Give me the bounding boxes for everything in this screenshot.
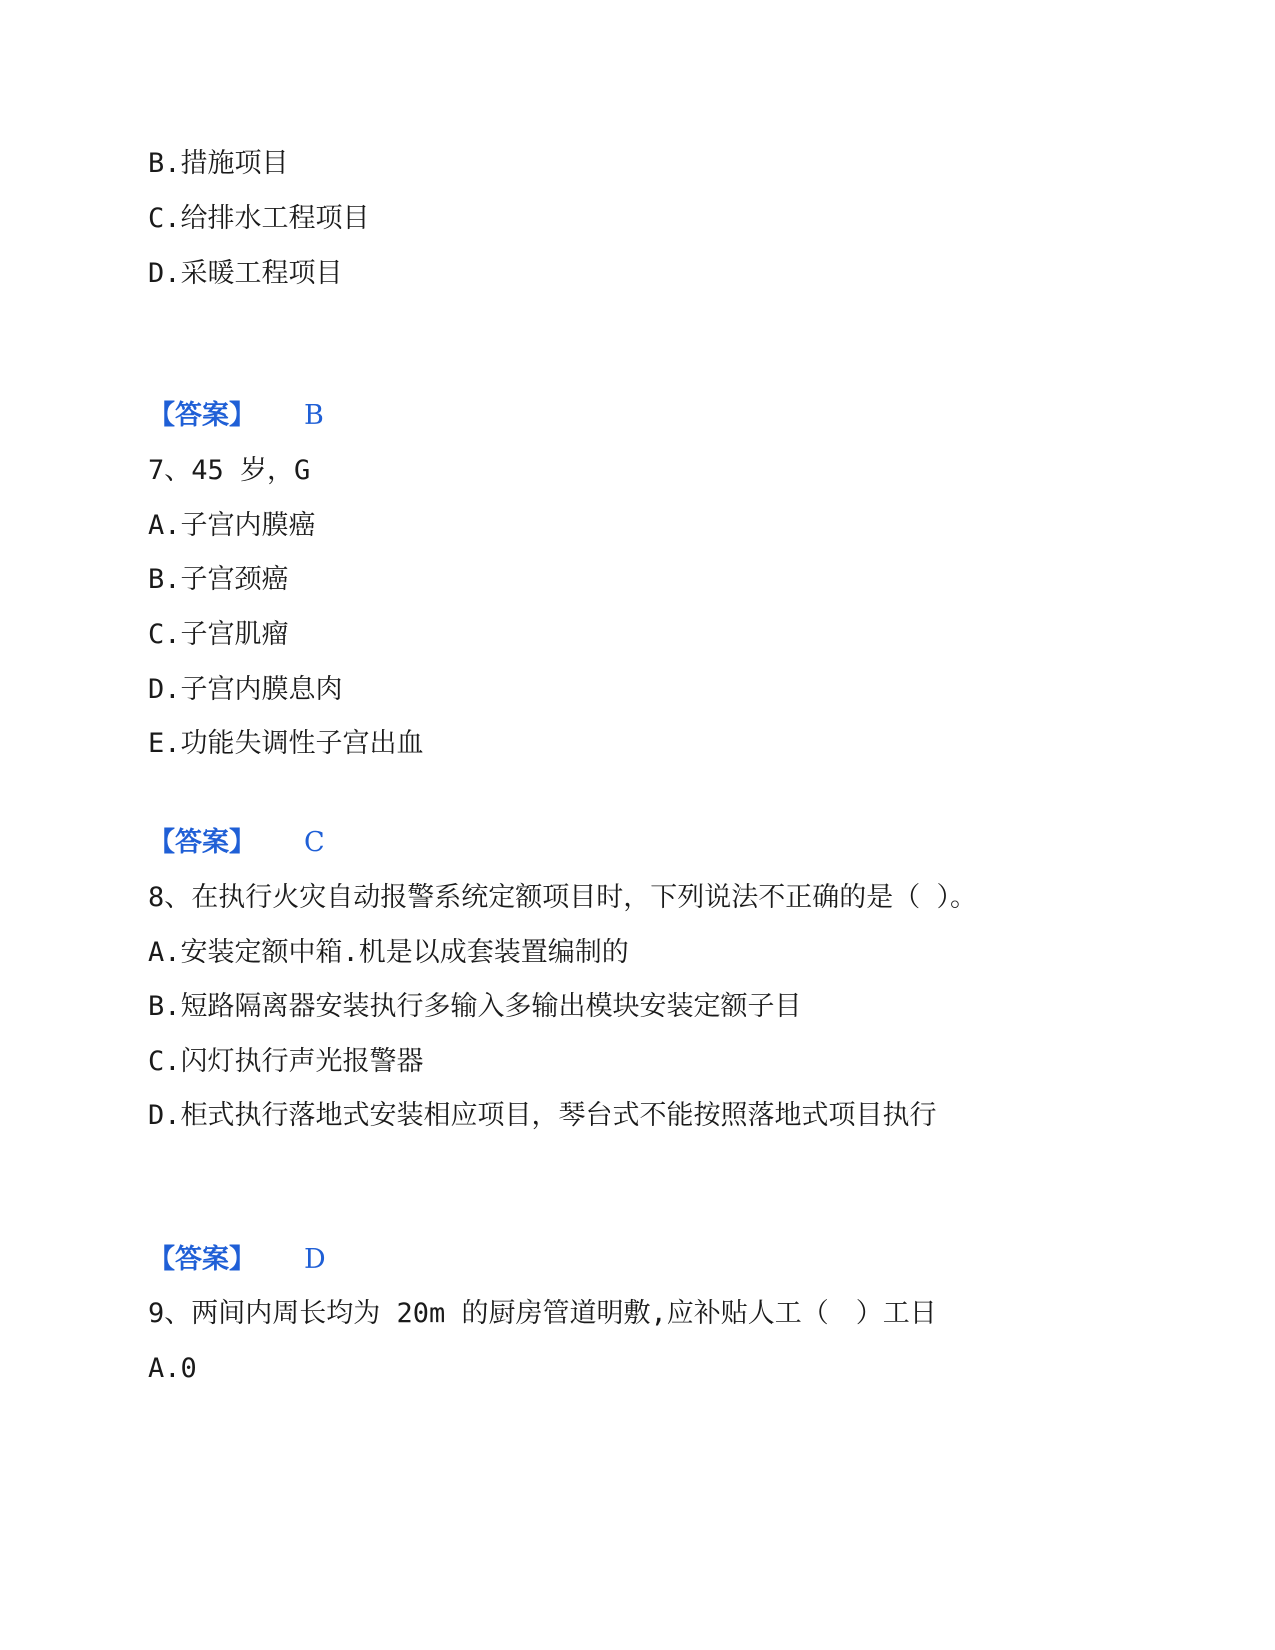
q7-answer: [148, 825, 325, 861]
q7-stem: 7、45 岁，G: [148, 455, 311, 486]
q9-option-a: A.0: [148, 1353, 197, 1384]
q7-option-a: A.子宫内膜癌: [148, 510, 316, 541]
q6-option-c: C.给排水工程项目: [148, 203, 370, 234]
q6-option-b: B.措施项目: [148, 148, 289, 179]
q7-option-d: D.子宫内膜息肉: [148, 674, 343, 705]
answer-label: 【答案】: [148, 827, 256, 858]
answer-value: C: [304, 827, 325, 858]
q8-option-c: C.闪灯执行声光报警器: [148, 1046, 424, 1077]
q7-option-c: C.子宫肌瘤: [148, 619, 289, 650]
q8-option-b: B.短路隔离器安装执行多输入多输出模块安装定额子目: [148, 991, 802, 1022]
q6-option-d: D.采暖工程项目: [148, 258, 343, 289]
q6-answer: [148, 398, 324, 434]
q8-answer: [148, 1242, 326, 1278]
q8-stem: 8、在执行火灾自动报警系统定额项目时，下列说法不正确的是（ ）。: [148, 882, 978, 913]
answer-label: 【答案】: [148, 400, 256, 431]
answer-label: 【答案】: [148, 1244, 256, 1275]
q7-option-b: B.子宫颈癌: [148, 564, 289, 595]
q9-stem: 9、两间内周长均为 20m 的厨房管道明敷,应补贴人工（ ）工日: [148, 1298, 937, 1329]
q8-option-d: D.柜式执行落地式安装相应项目，琴台式不能按照落地式项目执行: [148, 1100, 937, 1131]
answer-value: B: [304, 400, 324, 431]
answer-value: D: [304, 1244, 326, 1275]
q7-option-e: E.功能失调性子宫出血: [148, 728, 424, 759]
q8-option-a: A.安装定额中箱.机是以成套装置编制的: [148, 937, 629, 968]
